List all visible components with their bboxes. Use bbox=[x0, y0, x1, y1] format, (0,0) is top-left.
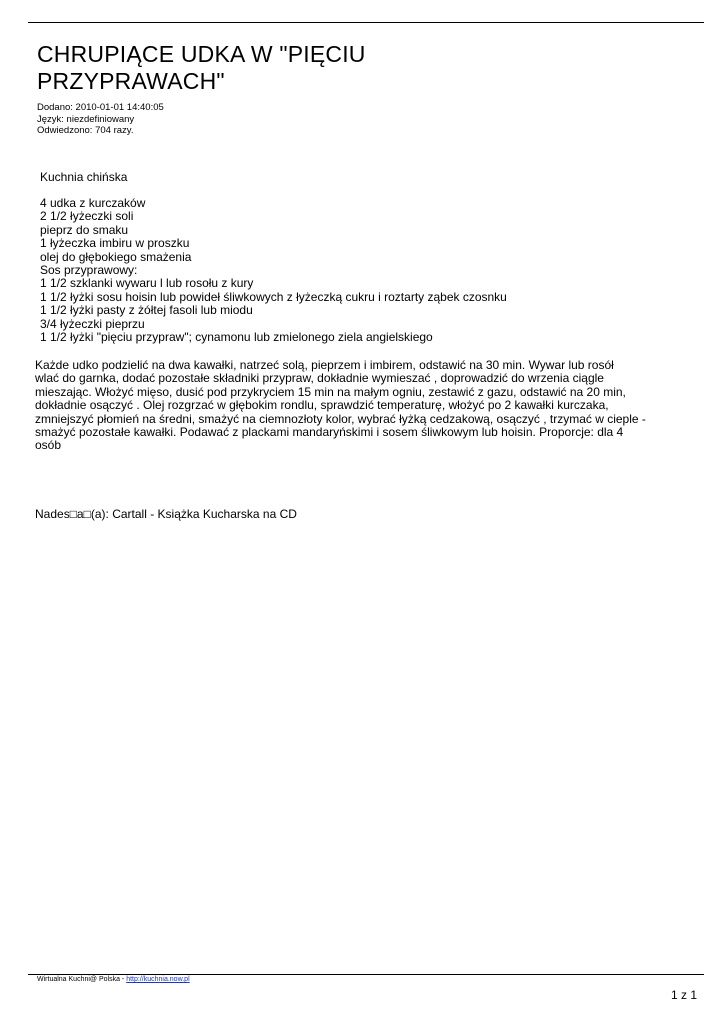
site-name: Wirtualna Kuchni@ Polska - bbox=[37, 976, 127, 983]
instructions-text bbox=[35, 359, 690, 453]
instructions-line: wlać do garnka, dodać pozostałe składniki przypraw, dokładnie wymieszać , doprowadzić do wrzenia ciągle bbox=[35, 371, 604, 386]
bottom-divider bbox=[28, 974, 704, 975]
sauce-heading: Sos przyprawowy: bbox=[40, 263, 138, 278]
instructions-line: smażyć pozostałe kawałki. Podawać z plackami mandaryńskimi i sosem śliwkowym lub hoisin. Proporcje: dla 4 bbox=[35, 425, 624, 440]
page-number: 1 z 1 bbox=[670, 988, 697, 1002]
recipe-meta bbox=[37, 102, 164, 137]
ingredient-line: 1 1/2 łyżki "pięciu przypraw"; cynamonu lub zmielonego ziela angielskiego bbox=[40, 330, 433, 345]
ingredient-line: 1 1/2 szklanki wywaru l lub rosołu z kury bbox=[40, 276, 254, 291]
ingredient-line: 4 udka z kurczaków bbox=[40, 196, 146, 210]
ingredient-line: 1 łyżeczka imbiru w proszku bbox=[40, 236, 190, 251]
instructions-line: Każde udko podzielić na dwa kawałki, natrzeć solą, pieprzem i imbirem, odstawić na 30 min. Wywar lub rosół bbox=[35, 358, 614, 372]
ingredient-line: 3/4 łyżeczki pieprzu bbox=[40, 316, 145, 331]
ingredient-line: pieprz do smaku bbox=[40, 222, 129, 237]
ingredient-line: olej do głębokiego smażenia bbox=[40, 249, 192, 264]
recipe-title-line-1: CHRUPIĄCE UDKA W "PIĘCIU bbox=[37, 41, 366, 67]
visit-count: Odwiedzono: 704 razy. bbox=[37, 125, 134, 136]
cuisine-label: Kuchnia chińska bbox=[40, 170, 128, 184]
ingredient-line: 1 1/2 łyżki pasty z żółtej fasoli lub miodu bbox=[40, 303, 253, 318]
ingredients-list bbox=[40, 197, 690, 344]
site-link[interactable]: http://kuchnia.now.pl bbox=[126, 976, 190, 983]
recipe-title bbox=[37, 41, 637, 95]
ingredient-line: 1 1/2 łyżki sosu hoisin lub powideł śliwkowych z łyżeczką cukru i roztarty ząbek czosnku bbox=[40, 289, 507, 304]
top-divider bbox=[28, 22, 704, 23]
language-info: Język: niezdefiniowany bbox=[37, 113, 135, 125]
recipe-title-line-2: PRZYPRAWACH" bbox=[37, 68, 225, 94]
page-footer bbox=[37, 976, 190, 983]
instructions-line: zmniejszyć płomień na średni, smażyć na ciemnozłoty kolor, wybrać łyżką cedzakową, osączyć , trzymać w cieple - bbox=[35, 411, 646, 426]
ingredient-line: 2 1/2 łyżeczki soli bbox=[40, 209, 134, 224]
instructions-line: osób bbox=[35, 438, 62, 453]
instructions-line: dokładnie osączyć . Olej rozgrzać w głębokim rondlu, sprawdzić temperaturę, włożyć po 2 kawałki kurczaka, bbox=[35, 398, 609, 413]
sender-credit: Nades□a□(a): Cartall - Książka Kucharska na CD bbox=[35, 507, 297, 521]
added-date: Dodano: 2010-01-01 14:40:05 bbox=[37, 102, 164, 113]
instructions-line: mieszając. Włożyć mięso, dusić pod przykryciem 15 min na małym ogniu, zestawić z gazu, odstawić na 20 min, bbox=[35, 384, 626, 399]
